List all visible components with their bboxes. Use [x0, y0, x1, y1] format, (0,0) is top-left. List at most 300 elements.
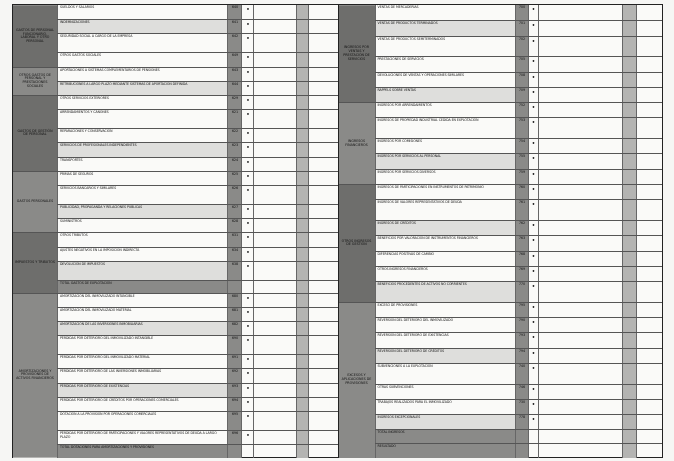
row-label: RETRIBUCIONES A LARGO PLAZO MEDIANTE SISTEMAS DE APORTACIÓN DEFINIDA: [57, 82, 227, 96]
row-label: PÉRDIDAS POR DETERIORO DEL INMOVILIZADO INTANGIBLE: [57, 336, 227, 355]
amount-field-secondary[interactable]: [308, 248, 338, 262]
row-label: SUMINISTROS: [57, 219, 227, 233]
amount-field[interactable]: [253, 355, 296, 369]
amount-field[interactable]: [538, 185, 623, 200]
row-label: SUBVENCIONES A LA EXPLOTACIÓN: [375, 364, 515, 385]
group-label: GASTOS PERSONALES: [13, 172, 57, 233]
amount-field-secondary[interactable]: [308, 431, 338, 445]
check-mark: •: [528, 154, 538, 169]
amount-field-secondary[interactable]: [636, 267, 662, 282]
amount-code-field: [296, 398, 308, 412]
table-row: [339, 169, 663, 185]
amount-field-secondary[interactable]: [308, 308, 338, 322]
row-label: INGRESOS POR SERVICIOS AL PERSONAL: [375, 154, 515, 169]
row-label: PÉRDIDAS POR DETERIORO DEL INMOVILIZADO MATERIAL: [57, 355, 227, 369]
check-mark: •: [241, 398, 253, 412]
table-row: [13, 397, 338, 412]
amount-code-field: [622, 139, 636, 154]
account-code: 626: [227, 186, 241, 205]
table-row: [339, 56, 663, 72]
table-row: [13, 5, 338, 19]
amount-field[interactable]: [253, 34, 296, 53]
amount-field[interactable]: [538, 430, 623, 444]
account-code: 641: [227, 20, 241, 34]
amount-field-secondary[interactable]: [308, 110, 338, 129]
amount-code-field: [296, 5, 308, 19]
amount-code-field: [296, 96, 308, 110]
table-row: [339, 317, 663, 333]
amount-field-secondary[interactable]: [636, 57, 662, 72]
row-label: INDEMNIZACIONES: [57, 20, 227, 34]
account-code: 691: [227, 355, 241, 369]
amount-field-secondary[interactable]: [636, 73, 662, 88]
amount-field-secondary[interactable]: [308, 445, 338, 458]
row-label: TRANSPORTES: [57, 158, 227, 172]
account-code: 695: [227, 412, 241, 431]
amount-field[interactable]: [253, 412, 296, 431]
check-mark: •: [528, 385, 538, 400]
group-label: GASTOS DE GESTIÓN DE PERSONAL: [13, 96, 57, 171]
amount-field[interactable]: [253, 294, 296, 308]
group-label: IMPUESTOS Y TRIBUTOS: [13, 233, 57, 292]
row-label: VENTAS DE PRODUCTOS SEMITERMINADOS: [375, 37, 515, 58]
row-label: INGRESOS POR SERVICIOS DIVERSOS: [375, 170, 515, 185]
amount-field[interactable]: [538, 170, 623, 185]
amount-field-secondary[interactable]: [308, 205, 338, 219]
check-mark: •: [241, 248, 253, 262]
amount-code-field: [296, 186, 308, 205]
table-row: [339, 384, 663, 400]
amount-field-secondary[interactable]: [636, 37, 662, 58]
amount-field[interactable]: [253, 398, 296, 412]
check-mark: •: [241, 110, 253, 129]
amount-field[interactable]: [538, 221, 623, 236]
amount-field-secondary[interactable]: [308, 82, 338, 96]
amount-field-secondary[interactable]: [308, 96, 338, 110]
total-row: [13, 444, 338, 458]
group-label: OTROS INGRESOS DE GESTIÓN: [339, 185, 375, 302]
table-row: [339, 266, 663, 282]
amount-field-secondary[interactable]: [636, 103, 662, 118]
account-code: 692: [227, 369, 241, 383]
account-code: 621: [227, 110, 241, 129]
amount-field[interactable]: [253, 129, 296, 143]
row-label: REVERSIÓN DEL DETERIORO DEL INMOVILIZADO: [375, 318, 515, 333]
account-code: 763: [515, 236, 528, 251]
amount-code-field: [296, 129, 308, 143]
table-row: [339, 281, 663, 303]
amount-field[interactable]: [253, 233, 296, 247]
check-mark: •: [241, 186, 253, 205]
amount-field[interactable]: [253, 205, 296, 219]
amount-field-secondary[interactable]: [636, 430, 662, 444]
amount-field[interactable]: [538, 236, 623, 251]
amount-field[interactable]: [253, 336, 296, 355]
amount-code-field: [622, 282, 636, 303]
amount-code-field: [622, 385, 636, 400]
amount-field[interactable]: [253, 172, 296, 186]
amount-field-secondary[interactable]: [636, 118, 662, 139]
row-label: OTROS INGRESOS FINANCIEROS: [375, 267, 515, 282]
amount-field-secondary[interactable]: [308, 294, 338, 308]
row-label: BENEFICIOS POR VALORACIÓN DE INSTRUMENTOS FINANCIEROS: [375, 236, 515, 251]
amount-field[interactable]: [538, 21, 623, 36]
amount-code-field: [296, 233, 308, 247]
check-mark: •: [241, 34, 253, 53]
account-code: 760: [515, 185, 528, 200]
table-row: [339, 414, 663, 430]
row-label: VENTAS DE PRODUCTOS TERMINADOS: [375, 21, 515, 36]
account-code: 649: [227, 53, 241, 67]
amount-field[interactable]: [538, 364, 623, 385]
amount-field-secondary[interactable]: [636, 364, 662, 385]
amount-field-secondary[interactable]: [308, 233, 338, 247]
check-mark: •: [528, 282, 538, 303]
row-label: RESULTADO: [375, 444, 515, 458]
amount-field[interactable]: [253, 158, 296, 172]
amount-field-secondary[interactable]: [308, 355, 338, 369]
amount-field[interactable]: [538, 349, 623, 364]
amount-code-field: [622, 221, 636, 236]
amount-field[interactable]: [253, 53, 296, 67]
row-label: DIFERENCIAS POSITIVAS DE CAMBIO: [375, 252, 515, 267]
amount-field[interactable]: [253, 96, 296, 110]
amount-field[interactable]: [253, 219, 296, 233]
account-code: 693: [227, 384, 241, 398]
check-mark: •: [241, 158, 253, 172]
amount-field-secondary[interactable]: [308, 369, 338, 383]
account-code: 746: [515, 385, 528, 400]
row-label: PÉRDIDAS POR DETERIORO DE EXISTENCIAS: [57, 384, 227, 398]
table-row: [339, 20, 663, 36]
amount-field-secondary[interactable]: [308, 143, 338, 157]
amount-field[interactable]: [538, 37, 623, 58]
account-code: 702: [515, 37, 528, 58]
expenses-panel: [12, 4, 339, 458]
amount-field-secondary[interactable]: [636, 154, 662, 169]
account-code: 795: [515, 303, 528, 318]
group-label: AMORTIZACIONES Y PROVISIONES DE ACTIVOS FINANCIEROS: [13, 294, 57, 457]
check-mark: •: [528, 21, 538, 36]
amount-code-field: [296, 322, 308, 336]
amount-field-secondary[interactable]: [308, 398, 338, 412]
table-row: [13, 247, 338, 262]
account-code: 690: [227, 336, 241, 355]
check-mark: •: [528, 185, 538, 200]
amount-field[interactable]: [253, 20, 296, 34]
amount-field-secondary[interactable]: [308, 172, 338, 186]
income-panel: [339, 4, 664, 458]
amount-field-secondary[interactable]: [308, 384, 338, 398]
amount-field-secondary[interactable]: [636, 236, 662, 251]
check-mark: •: [528, 267, 538, 282]
amount-code-field: [296, 369, 308, 383]
table-row: [339, 332, 663, 348]
account-code: 754: [515, 139, 528, 154]
row-label: OTROS GASTOS SOCIALES: [57, 53, 227, 67]
amount-field[interactable]: [538, 118, 623, 139]
check-mark: •: [528, 118, 538, 139]
amount-field-secondary[interactable]: [636, 200, 662, 221]
amount-field-secondary[interactable]: [636, 318, 662, 333]
row-label: AMORTIZACIÓN DEL INMOVILIZADO INTANGIBLE: [57, 294, 227, 308]
amount-field-secondary[interactable]: [308, 186, 338, 205]
amount-field-secondary[interactable]: [308, 336, 338, 355]
amount-field-secondary[interactable]: [308, 322, 338, 336]
check-mark: •: [528, 103, 538, 118]
amount-field-secondary[interactable]: [636, 282, 662, 303]
account-code: 682: [227, 322, 241, 336]
table-row: [13, 430, 338, 445]
table-row: [13, 95, 338, 110]
row-label: BENEFICIOS PROCEDENTES DE ACTIVOS NO CORRIENTES: [375, 282, 515, 303]
check-mark: •: [241, 294, 253, 308]
amount-field[interactable]: [538, 333, 623, 348]
account-code: [515, 430, 528, 444]
amount-code-field: [296, 355, 308, 369]
table-row: [339, 5, 663, 20]
amount-field-secondary[interactable]: [636, 221, 662, 236]
check-mark: •: [528, 364, 538, 385]
row-label: REVERSIÓN DEL DETERIORO DE EXISTENCIAS: [375, 333, 515, 348]
row-label: SEGURIDAD SOCIAL A CARGO DE LA EMPRESA: [57, 34, 227, 53]
check-mark: •: [528, 349, 538, 364]
amount-field-secondary[interactable]: [636, 444, 662, 458]
total-row: [339, 429, 663, 444]
row-label: INGRESOS DE PROPIEDAD INDUSTRIAL CEDIDA EN EXPLOTACIÓN: [375, 118, 515, 139]
amount-field-secondary[interactable]: [636, 252, 662, 267]
account-code: 709: [515, 88, 528, 103]
amount-field-secondary[interactable]: [636, 415, 662, 430]
row-label: PÉRDIDAS POR DETERIORO DE PARTICIPACIONES Y VALORES REPRESENTATIVOS DE DEUDA A LARGO PLAZO: [57, 431, 227, 445]
amount-field[interactable]: [538, 88, 623, 103]
row-label: AMORTIZACIÓN DE LAS INVERSIONES INMOBILIARIAS: [57, 322, 227, 336]
amount-code-field: [296, 308, 308, 322]
amount-code-field: [622, 185, 636, 200]
check-mark: •: [241, 233, 253, 247]
amount-field-secondary[interactable]: [308, 412, 338, 431]
table-row: [13, 307, 338, 322]
row-label: PUBLICIDAD, PROPAGANDA Y RELACIONES PÚBLICAS: [57, 205, 227, 219]
amount-field-secondary[interactable]: [636, 170, 662, 185]
amount-field[interactable]: [538, 252, 623, 267]
amount-field[interactable]: [253, 248, 296, 262]
account-code: [227, 445, 241, 458]
table-row: [13, 335, 338, 355]
amount-code-field: [296, 445, 308, 458]
amount-field[interactable]: [253, 68, 296, 82]
row-label: OTROS TRIBUTOS: [57, 233, 227, 247]
amount-field[interactable]: [253, 186, 296, 205]
check-mark: •: [528, 236, 538, 251]
amount-code-field: [296, 82, 308, 96]
amount-field-secondary[interactable]: [308, 262, 338, 281]
table-row: [339, 184, 663, 200]
row-label: INGRESOS POR ARRENDAMIENTOS: [375, 103, 515, 118]
table-row: [339, 220, 663, 236]
account-code: 762: [515, 221, 528, 236]
amount-field-secondary[interactable]: [308, 129, 338, 143]
check-mark: •: [241, 384, 253, 398]
amount-field[interactable]: [253, 143, 296, 157]
row-label: SERVICIOS BANCARIOS Y SIMILARES: [57, 186, 227, 205]
amount-field[interactable]: [538, 318, 623, 333]
amount-field[interactable]: [538, 444, 623, 458]
account-code: 634: [227, 248, 241, 262]
income-rows: [339, 5, 663, 457]
row-label: PÉRDIDAS POR DETERIORO DE CRÉDITOS POR OPERACIONES COMERCIALES: [57, 398, 227, 412]
check-mark: •: [241, 5, 253, 19]
row-label: INGRESOS DE VALORES REPRESENTATIVOS DE DEUDA: [375, 200, 515, 221]
check-mark: •: [241, 205, 253, 219]
amount-field-secondary[interactable]: [308, 158, 338, 172]
amount-field[interactable]: [253, 82, 296, 96]
amount-field-secondary[interactable]: [636, 5, 662, 20]
account-code: 622: [227, 129, 241, 143]
table-row: [13, 383, 338, 398]
table-row: [339, 102, 663, 118]
table-row: [339, 117, 663, 139]
amount-field-secondary[interactable]: [636, 349, 662, 364]
account-code: 730: [515, 400, 528, 415]
amount-code-field: [622, 37, 636, 58]
amount-field[interactable]: [538, 303, 623, 318]
amount-field[interactable]: [538, 103, 623, 118]
row-label: TRABAJOS REALIZADOS PARA EL INMOVILIZADO: [375, 400, 515, 415]
row-label: DEVOLUCIÓN DE IMPUESTOS: [57, 262, 227, 281]
row-label: OTROS SERVICIOS EXTERIORES: [57, 96, 227, 110]
account-code: 768: [515, 252, 528, 267]
amount-field-secondary[interactable]: [308, 219, 338, 233]
amount-field[interactable]: [538, 200, 623, 221]
group-label: INGRESOS POR VENTAS Y PRESTACIÓN DE SERVICIOS: [339, 6, 375, 102]
amount-field-secondary[interactable]: [308, 53, 338, 67]
amount-field[interactable]: [538, 139, 623, 154]
check-mark: •: [241, 369, 253, 383]
check-mark: •: [241, 172, 253, 186]
amount-field[interactable]: [253, 308, 296, 322]
check-mark: •: [528, 37, 538, 58]
table-row: [13, 157, 338, 172]
check-mark: •: [241, 82, 253, 96]
amount-code-field: [296, 53, 308, 67]
row-label: DOTACIÓN A LA PROVISIÓN POR OPERACIONES COMERCIALES: [57, 412, 227, 431]
amount-field[interactable]: [253, 5, 296, 19]
check-mark: •: [528, 252, 538, 267]
check-mark: •: [528, 303, 538, 318]
account-code: 696: [227, 431, 241, 445]
account-code: 680: [227, 294, 241, 308]
amount-field[interactable]: [538, 267, 623, 282]
amount-code-field: [622, 318, 636, 333]
amount-field[interactable]: [538, 415, 623, 430]
check-mark: •: [241, 129, 253, 143]
amount-field[interactable]: [253, 384, 296, 398]
amount-code-field: [296, 110, 308, 129]
account-code: [515, 444, 528, 458]
check-mark: •: [241, 412, 253, 431]
amount-field-secondary[interactable]: [636, 21, 662, 36]
amount-code-field: [622, 444, 636, 458]
account-code: 701: [515, 21, 528, 36]
amount-field[interactable]: [538, 57, 623, 72]
amount-field[interactable]: [253, 110, 296, 129]
check-mark: •: [241, 143, 253, 157]
check-mark: •: [241, 262, 253, 281]
amount-field-secondary[interactable]: [308, 68, 338, 82]
row-label: EXCESO DE PROVISIONES: [375, 303, 515, 318]
group-label: EXCESOS Y APLICACIONES DE PROVISIONES: [339, 303, 375, 457]
amount-field[interactable]: [253, 262, 296, 281]
check-mark: •: [528, 88, 538, 103]
check-mark: [528, 444, 538, 458]
check-mark: •: [241, 322, 253, 336]
amount-field-secondary[interactable]: [308, 34, 338, 53]
amount-field-secondary[interactable]: [636, 400, 662, 415]
table-row: [13, 293, 338, 308]
amount-field-secondary[interactable]: [308, 20, 338, 34]
table-row: [13, 142, 338, 157]
table-row: [13, 218, 338, 233]
amount-field[interactable]: [538, 400, 623, 415]
account-code: 705: [515, 57, 528, 72]
row-label: AJUSTES NEGATIVOS EN LA IMPOSICIÓN INDIRECTA: [57, 248, 227, 262]
check-mark: •: [528, 57, 538, 72]
amount-field[interactable]: [253, 431, 296, 445]
account-code: 769: [515, 267, 528, 282]
amount-code-field: [622, 303, 636, 318]
account-code: 642: [227, 34, 241, 53]
table-row: [339, 153, 663, 169]
amount-field[interactable]: [253, 445, 296, 458]
check-mark: [528, 430, 538, 444]
amount-field-secondary[interactable]: [636, 88, 662, 103]
row-label: APORTACIONES A SISTEMAS COMPLEMENTARIOS DE PENSIONES: [57, 68, 227, 82]
amount-field[interactable]: [538, 282, 623, 303]
account-code: 755: [515, 154, 528, 169]
account-code: 694: [227, 398, 241, 412]
amount-field[interactable]: [253, 369, 296, 383]
table-row: [13, 19, 338, 34]
amount-code-field: [296, 158, 308, 172]
amount-field-secondary[interactable]: [308, 5, 338, 19]
account-code: 753: [515, 118, 528, 139]
amount-code-field: [296, 205, 308, 219]
check-mark: •: [528, 318, 538, 333]
amount-field-secondary[interactable]: [636, 333, 662, 348]
amount-field[interactable]: [538, 5, 623, 20]
amount-code-field: [622, 5, 636, 20]
check-mark: •: [528, 5, 538, 20]
check-mark: •: [241, 355, 253, 369]
amount-code-field: [296, 336, 308, 355]
check-mark: [241, 445, 253, 458]
account-code: 793: [515, 333, 528, 348]
check-mark: •: [241, 308, 253, 322]
amount-field-secondary[interactable]: [636, 385, 662, 400]
amount-field[interactable]: [253, 322, 296, 336]
check-mark: •: [241, 20, 253, 34]
amount-field[interactable]: [538, 385, 623, 400]
table-row: [13, 204, 338, 219]
amount-field-secondary[interactable]: [636, 185, 662, 200]
row-label: REPARACIONES Y CONSERVACIÓN: [57, 129, 227, 143]
amount-field-secondary[interactable]: [636, 139, 662, 154]
account-code: 623: [227, 143, 241, 157]
amount-field[interactable]: [538, 73, 623, 88]
amount-field[interactable]: [538, 154, 623, 169]
amount-field-secondary[interactable]: [636, 303, 662, 318]
